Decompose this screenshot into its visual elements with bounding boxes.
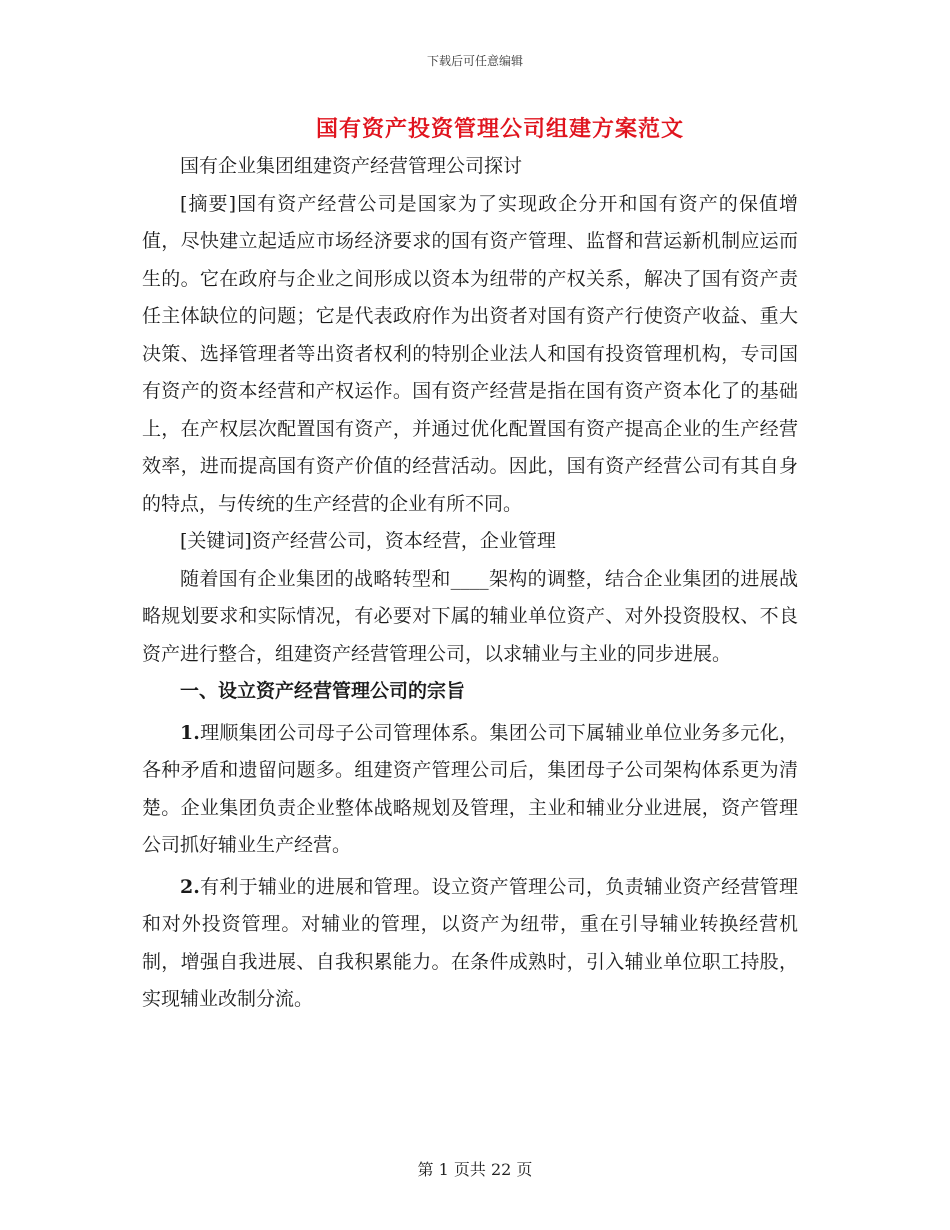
document-title: 国有资产投资管理公司组建方案范文 [315, 116, 684, 142]
item-1-paragraph [142, 715, 798, 865]
item-1-text: 理顺集团公司母子公司管理体系。集团公司下属辅业单位业务多元化，各种矛盾和遗留问题多。组建资产管理公司后，集团母子公司架构体系更为清楚。企业集团负责企业整体战略规划及管理，主业和辅业分业进展，资产管理公司抓好辅业生产经营。 [142, 721, 798, 856]
subtitle-paragraph: 国有企业集团组建资产经营管理公司探讨 [180, 155, 523, 177]
item-2-paragraph [142, 869, 798, 1019]
section-heading: 一、设立资产经营管理公司的宗旨 [180, 680, 466, 702]
page-number: 第 1 页共 22 页 [417, 1160, 533, 1179]
item-2-text: 有利于辅业的进展和管理。设立资产管理公司，负责辅业资产经营管理和对外投资管理。对辅业的管理，以资产为纽带，重在引导辅业转换经营机制，增强自我进展、自我积累能力。在条件成熟时，引入辅业单位职工持股，实现辅业改制分流。 [142, 875, 798, 1010]
intro-paragraph: 随着国有企业集团的战略转型和____架构的调整，结合企业集团的进展战略规划要求和实际情况，有必要对下属的辅业单位资产、对外投资股权、不良资产进行整合，组建资产经营管理公司，以求辅业与主业的同步进展。 [142, 567, 798, 665]
document-body [142, 148, 798, 1019]
keywords-paragraph: [关键词]资产经营公司，资本经营，企业管理 [180, 530, 556, 552]
header-note: 下载后可任意编辑 [426, 54, 523, 68]
abstract-paragraph: [摘要]国有资产经营公司是国家为了实现政企分开和国有资产的保值增值，尽快建立起适应市场经济要求的国有资产管理、监督和营运新机制应运而生的。它在政府与企业之间形成以资本为纽带的产权关系，解决了国有资产责任主体缺位的问题；它是代表政府作为出资者对国有资产行使资产收益、重大决策、选择管理者等出资者权利的特别企业法人和国有投资管理机构，专司国有资产的资本经营和产权运作。国有资产经营是指在国有资产资本化了的基础上，在产权层次配置国有资产，并通过优化配置国有资产提高企业的生产经营效率，进而提高国有资产价值的经营活动。因此，国有资产经营公司有其自身的特点，与传统的生产经营的企业有所不同。 [142, 192, 798, 515]
item-2-number: 2. [180, 875, 200, 898]
item-1-number: 1. [180, 721, 200, 744]
